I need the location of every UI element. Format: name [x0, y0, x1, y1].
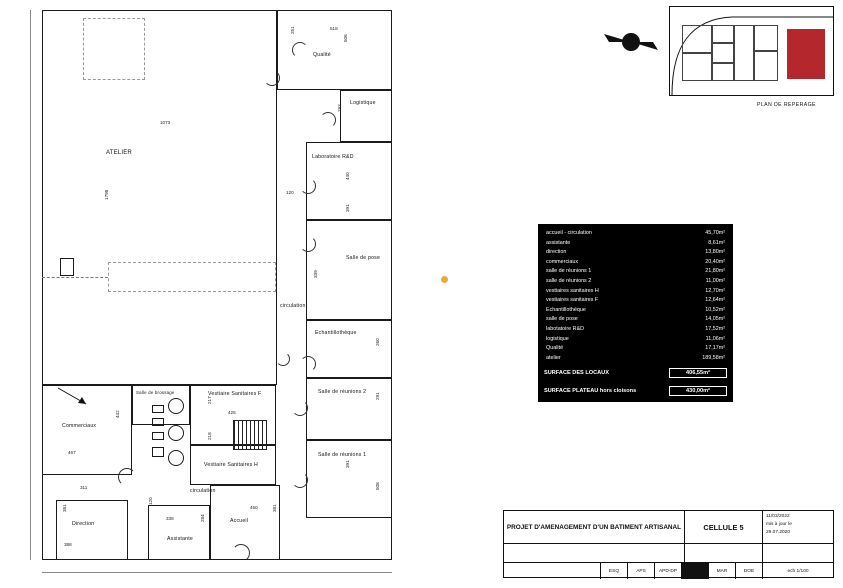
- legend-row-name: salle de réunions 1: [546, 268, 592, 275]
- legend-row-value: 8,61m²: [708, 239, 725, 246]
- dim-425: 425: [228, 410, 236, 415]
- fixture-wc-1: [152, 447, 164, 457]
- dim-311: 311: [80, 485, 88, 490]
- door-arc-5: [300, 236, 316, 252]
- room-label-accueil: Accueil: [230, 518, 249, 524]
- legend-row: [544, 344, 727, 354]
- dimension-line-bottom: [42, 572, 392, 573]
- door-arc-9: [118, 468, 136, 486]
- scale-label: ech 1/100: [787, 568, 809, 574]
- stairs: [233, 420, 267, 450]
- room-label-direction: Direction: [72, 521, 95, 527]
- room-label-circulation-top: circulation: [280, 303, 306, 309]
- legend-row-value: 189,58m²: [702, 354, 725, 361]
- door-arc-8: [292, 472, 308, 488]
- room-label-commerciaux: Commerciaux: [62, 423, 97, 429]
- room-atelier: [42, 10, 277, 385]
- legend-row-name: direction: [546, 249, 567, 256]
- fixture-sink-1: [152, 405, 164, 413]
- legend-row-name: logistique: [546, 335, 569, 342]
- dim-381: 381: [62, 504, 67, 512]
- door-arc-1: [264, 70, 280, 86]
- dim-508: 508: [375, 482, 380, 490]
- dim-293: 293: [337, 104, 342, 112]
- legend-row: [544, 296, 727, 306]
- legend-total-plateau: [544, 386, 727, 396]
- legend-row-value: 12,70m²: [705, 287, 725, 294]
- reperage-cell: [682, 25, 712, 53]
- legend-total-name: SURFACE PLATEAU hors cloisons: [544, 388, 637, 395]
- reperage-grid: [682, 25, 778, 81]
- dim-381b: 381: [272, 504, 277, 512]
- legend-total-name: SURFACE DES LOCAUX: [544, 370, 609, 377]
- legend-row-name: commerciaux: [546, 258, 579, 265]
- dim-291: 291: [375, 392, 380, 400]
- date-created: 11/03/2022: [766, 514, 790, 519]
- fixture-sink-2: [152, 418, 164, 426]
- date-updated: 29.07.2020: [766, 529, 791, 535]
- room-salle-de-pose: [306, 220, 392, 320]
- legend-row-value: 10,52m²: [705, 306, 725, 313]
- room-salle-reunions-2: [306, 378, 392, 440]
- room-label-brossage: Salle de brossage: [136, 390, 175, 395]
- legend-row-value: 21,80m²: [705, 268, 725, 275]
- room-label-atelier: ATELIER: [106, 150, 132, 156]
- room-label-echantillotheque: Echantillothèque: [315, 330, 357, 336]
- legend-row-name: atelier: [546, 354, 561, 361]
- legend-row: [544, 306, 727, 316]
- entrance-arrow-icon: [56, 386, 92, 408]
- reperage-highlight-cell5: [787, 29, 825, 79]
- dim-391b: 391: [345, 460, 350, 468]
- atelier-dashed-zone-2: [108, 262, 276, 292]
- room-label-salle-pose: Salle de pose: [346, 255, 381, 261]
- reperage-cell: [754, 51, 778, 81]
- fixture-shower-2: [168, 425, 184, 441]
- legend-row: [544, 267, 727, 277]
- surfaces-legend: [538, 224, 733, 402]
- dim-120: 120: [286, 190, 294, 195]
- door-arc-2: [292, 42, 308, 58]
- atelier-wall-box: [60, 258, 74, 276]
- phase-esq[interactable]: ESQ: [601, 563, 628, 579]
- atelier-axis: [42, 277, 108, 278]
- dim-1798: 1798: [104, 189, 109, 200]
- phase-doe[interactable]: DOE: [736, 563, 763, 579]
- legend-row-name: vestiaires sanitaires H: [546, 287, 599, 294]
- plan-de-reperage-label: PLAN DE REPERAGE: [757, 102, 816, 108]
- cell-name: CELLULE 5: [685, 511, 763, 543]
- fixture-shower-1: [168, 398, 184, 414]
- dim-467: 467: [68, 450, 76, 455]
- room-label-qualite: Qualité: [313, 52, 331, 58]
- room-label-assistante: Assistante: [167, 536, 193, 542]
- legend-row: [544, 248, 727, 258]
- legend-row-name: salle de réunions 2: [546, 277, 592, 284]
- reperage-cell: [682, 53, 712, 81]
- north-arrow-icon: [600, 28, 662, 56]
- date-block: [763, 511, 833, 543]
- legend-row: [544, 354, 727, 364]
- dim-518: 518: [330, 26, 338, 31]
- dim-218: 218: [207, 432, 212, 440]
- dim-388: 388: [64, 542, 72, 547]
- legend-row-value: 12,64m²: [705, 297, 725, 304]
- room-label-reunions2: Salle de réunions 2: [318, 389, 367, 395]
- legend-row-name: labotatoire R&D: [546, 325, 585, 332]
- room-label-circulation-bottom: circulation: [190, 488, 216, 494]
- atelier-dashed-zone: [83, 18, 145, 80]
- phase-aps[interactable]: APS: [628, 563, 655, 579]
- room-label-logistique: Logistique: [350, 100, 376, 106]
- door-arc-10: [232, 544, 250, 562]
- legend-row: [544, 258, 727, 268]
- legend-row-value: 14,05m²: [705, 316, 725, 323]
- dim-251: 251: [290, 26, 295, 34]
- legend-total-value: 430,00m²: [669, 386, 727, 396]
- legend-row-value: 11,06m²: [705, 335, 725, 342]
- room-label-reunions1: Salle de réunions 1: [318, 452, 367, 458]
- dim-339: 339: [313, 270, 318, 278]
- plan-de-reperage: [669, 6, 834, 96]
- door-arc-7: [292, 400, 308, 416]
- project-title: PROJET D'AMENAGEMENT D'UN BATIMENT ARTISANAL: [504, 511, 685, 543]
- title-block-empty-3: [763, 544, 833, 562]
- reperage-cell: [754, 25, 778, 51]
- dim-442: 442: [115, 410, 120, 418]
- legend-row: [544, 277, 727, 287]
- title-block-empty-2: [685, 544, 763, 562]
- reperage-cell: [712, 63, 734, 81]
- cursor-dot: [441, 276, 448, 283]
- phase-dce-active[interactable]: [682, 563, 709, 579]
- legend-row-name: salle de pose: [546, 316, 578, 323]
- dim-260: 260: [375, 338, 380, 346]
- title-block-empty-1: [504, 544, 685, 562]
- legend-row: [544, 239, 727, 249]
- legend-row-name: vestiaires sanitaires F: [546, 297, 599, 304]
- dim-440: 440: [345, 172, 350, 180]
- room-logistique: [340, 90, 392, 142]
- door-arc-6: [300, 356, 316, 372]
- legend-row-name: assistante: [546, 239, 571, 246]
- door-arc-4: [300, 178, 316, 194]
- legend-row: [544, 315, 727, 325]
- reperage-cell: [712, 43, 734, 63]
- fixture-shower-3: [168, 450, 184, 466]
- dim-120b: 120: [148, 497, 153, 505]
- room-label-vestiaire-f: Vestiaire Sanitaires F: [208, 391, 262, 397]
- legend-row: [544, 287, 727, 297]
- reperage-cell: [734, 25, 754, 81]
- reperage-cell: [712, 25, 734, 43]
- legend-row: [544, 335, 727, 345]
- legend-row-value: 20,40m²: [705, 258, 725, 265]
- dim-217: 217: [207, 396, 212, 404]
- door-arc-11: [276, 352, 290, 366]
- legend-row-name: Echantillothèque: [546, 306, 586, 313]
- title-block: [503, 510, 834, 578]
- legend-row-value: 13,80m²: [705, 249, 725, 256]
- phase-blank: [504, 563, 601, 579]
- room-echantillotheque: [306, 320, 392, 378]
- room-label-vestiaire-h: Vestiaire Sanitaires H: [204, 462, 258, 468]
- fixture-sink-3: [152, 432, 164, 440]
- legend-total-value: 406,55m²: [669, 368, 727, 378]
- legend-row-name: accueil - circulation: [546, 230, 592, 236]
- dim-338: 338: [166, 516, 174, 521]
- phase-apd-dp[interactable]: APD-DP: [655, 563, 682, 579]
- legend-row: [544, 229, 727, 239]
- legend-row-value: 11,00m²: [705, 277, 725, 284]
- legend-row-value: 17,17m²: [705, 345, 725, 352]
- date-updated-label: mis à jour le: [766, 521, 792, 527]
- dimension-line-left: [30, 10, 31, 560]
- dim-391: 391: [345, 204, 350, 212]
- phase-mar[interactable]: MAR: [709, 563, 736, 579]
- dim-284: 284: [200, 514, 205, 522]
- legend-row: [544, 325, 727, 335]
- door-arc-3: [320, 112, 336, 128]
- legend-row-value: 17,52m²: [705, 325, 725, 332]
- room-label-laboratoire: Laboratoire R&D: [312, 154, 354, 160]
- legend-total-locaux: [544, 368, 727, 378]
- legend-row-value: 45,70m²: [705, 230, 725, 236]
- dim-450: 450: [250, 505, 258, 510]
- dim-1073: 1073: [160, 120, 171, 125]
- dim-506: 506: [343, 34, 348, 42]
- legend-row-name: Qualité: [546, 345, 564, 352]
